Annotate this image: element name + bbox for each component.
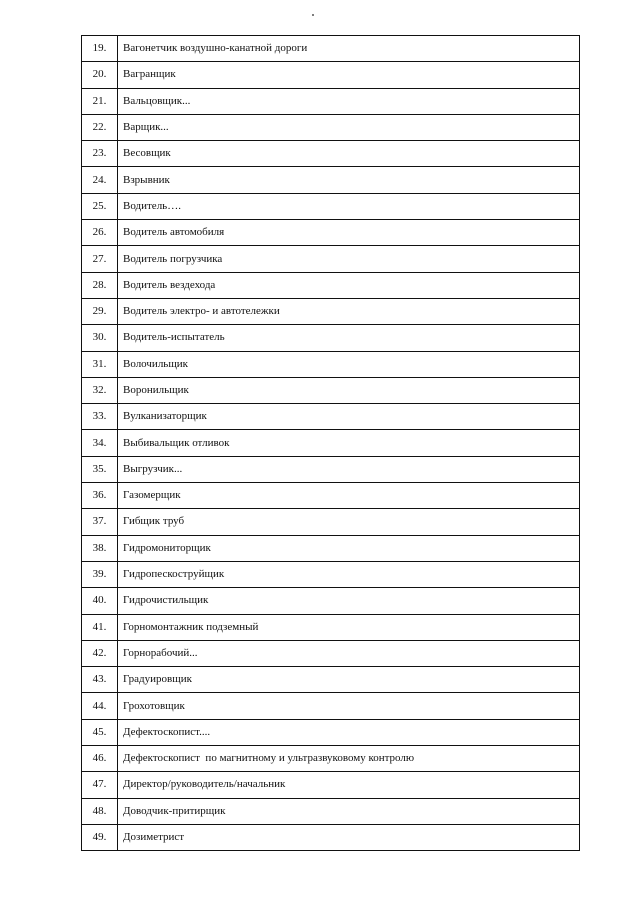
row-title: Дефектоскопист.... xyxy=(118,720,580,745)
row-number: 24. xyxy=(82,167,118,192)
row-title: Выбивальщик отливок xyxy=(118,430,580,455)
row-number: 47. xyxy=(82,772,118,797)
row-number: 38. xyxy=(82,536,118,561)
row-number: 42. xyxy=(82,641,118,666)
table-row xyxy=(82,720,580,746)
row-number: 30. xyxy=(82,325,118,350)
row-title: Градуировщик xyxy=(118,667,580,692)
table-row xyxy=(82,562,580,588)
row-title: Выгрузчик... xyxy=(118,457,580,482)
row-title: Гидромониторщик xyxy=(118,536,580,561)
row-number: 36. xyxy=(82,483,118,508)
row-title: Водитель-испытатель xyxy=(118,325,580,350)
row-number: 23. xyxy=(82,141,118,166)
row-title: Газомерщик xyxy=(118,483,580,508)
table-row xyxy=(82,141,580,167)
table-row xyxy=(82,167,580,193)
row-number: 39. xyxy=(82,562,118,587)
row-title: Водитель вездехода xyxy=(118,273,580,298)
row-number: 44. xyxy=(82,693,118,718)
row-number: 33. xyxy=(82,404,118,429)
scan-speck xyxy=(312,14,314,16)
row-title: Вагранщик xyxy=(118,62,580,87)
row-title: Варщик... xyxy=(118,115,580,140)
table-row xyxy=(82,62,580,88)
row-number: 31. xyxy=(82,352,118,377)
row-title: Гидропескоструйщик xyxy=(118,562,580,587)
table-row xyxy=(82,457,580,483)
table-row xyxy=(82,352,580,378)
row-title: Водитель погрузчика xyxy=(118,246,580,271)
row-number: 26. xyxy=(82,220,118,245)
row-title: Волочильщик xyxy=(118,352,580,377)
table-row xyxy=(82,483,580,509)
row-title: Дозиметрист xyxy=(118,825,580,850)
table-row xyxy=(82,89,580,115)
row-number: 43. xyxy=(82,667,118,692)
row-title: Взрывник xyxy=(118,167,580,192)
row-title: Гидрочистильщик xyxy=(118,588,580,613)
table-row xyxy=(82,378,580,404)
table-row xyxy=(82,615,580,641)
row-title: Водитель автомобиля xyxy=(118,220,580,245)
row-title: Директор/руководитель/начальник xyxy=(118,772,580,797)
row-number: 45. xyxy=(82,720,118,745)
row-number: 25. xyxy=(82,194,118,219)
row-number: 27. xyxy=(82,246,118,271)
row-title: Водитель электро- и автотележки xyxy=(118,299,580,324)
row-title: Гибщик труб xyxy=(118,509,580,534)
table-row xyxy=(82,36,580,62)
row-number: 28. xyxy=(82,273,118,298)
table-row xyxy=(82,772,580,798)
row-number: 20. xyxy=(82,62,118,87)
table-row xyxy=(82,325,580,351)
row-number: 41. xyxy=(82,615,118,640)
table-row xyxy=(82,115,580,141)
row-title: Воронильщик xyxy=(118,378,580,403)
table-row xyxy=(82,799,580,825)
table-row xyxy=(82,667,580,693)
table-row xyxy=(82,246,580,272)
table-row xyxy=(82,273,580,299)
table-row xyxy=(82,509,580,535)
table-row xyxy=(82,588,580,614)
table-row xyxy=(82,404,580,430)
row-title: Весовщик xyxy=(118,141,580,166)
row-title: Дефектоскопист по магнитному и ультразвуковому контролю xyxy=(118,746,580,771)
row-number: 19. xyxy=(82,36,118,61)
table-row xyxy=(82,641,580,667)
table-row xyxy=(82,220,580,246)
row-number: 34. xyxy=(82,430,118,455)
row-title: Горномонтажник подземный xyxy=(118,615,580,640)
row-number: 29. xyxy=(82,299,118,324)
row-number: 40. xyxy=(82,588,118,613)
row-number: 48. xyxy=(82,799,118,824)
table-row xyxy=(82,194,580,220)
row-number: 35. xyxy=(82,457,118,482)
row-title: Грохотовщик xyxy=(118,693,580,718)
row-title: Доводчик-притирщик xyxy=(118,799,580,824)
profession-table xyxy=(81,35,580,851)
row-number: 37. xyxy=(82,509,118,534)
table-row xyxy=(82,746,580,772)
row-title: Горнорабочий... xyxy=(118,641,580,666)
row-title: Вагонетчик воздушно-канатной дороги xyxy=(118,36,580,61)
table-row xyxy=(82,299,580,325)
table-row xyxy=(82,825,580,851)
row-number: 49. xyxy=(82,825,118,850)
row-title: Водитель…. xyxy=(118,194,580,219)
row-number: 21. xyxy=(82,89,118,114)
table-row xyxy=(82,693,580,719)
row-title: Вальцовщик... xyxy=(118,89,580,114)
table-row xyxy=(82,536,580,562)
row-number: 22. xyxy=(82,115,118,140)
table-row xyxy=(82,430,580,456)
row-number: 32. xyxy=(82,378,118,403)
row-number: 46. xyxy=(82,746,118,771)
row-title: Вулканизаторщик xyxy=(118,404,580,429)
